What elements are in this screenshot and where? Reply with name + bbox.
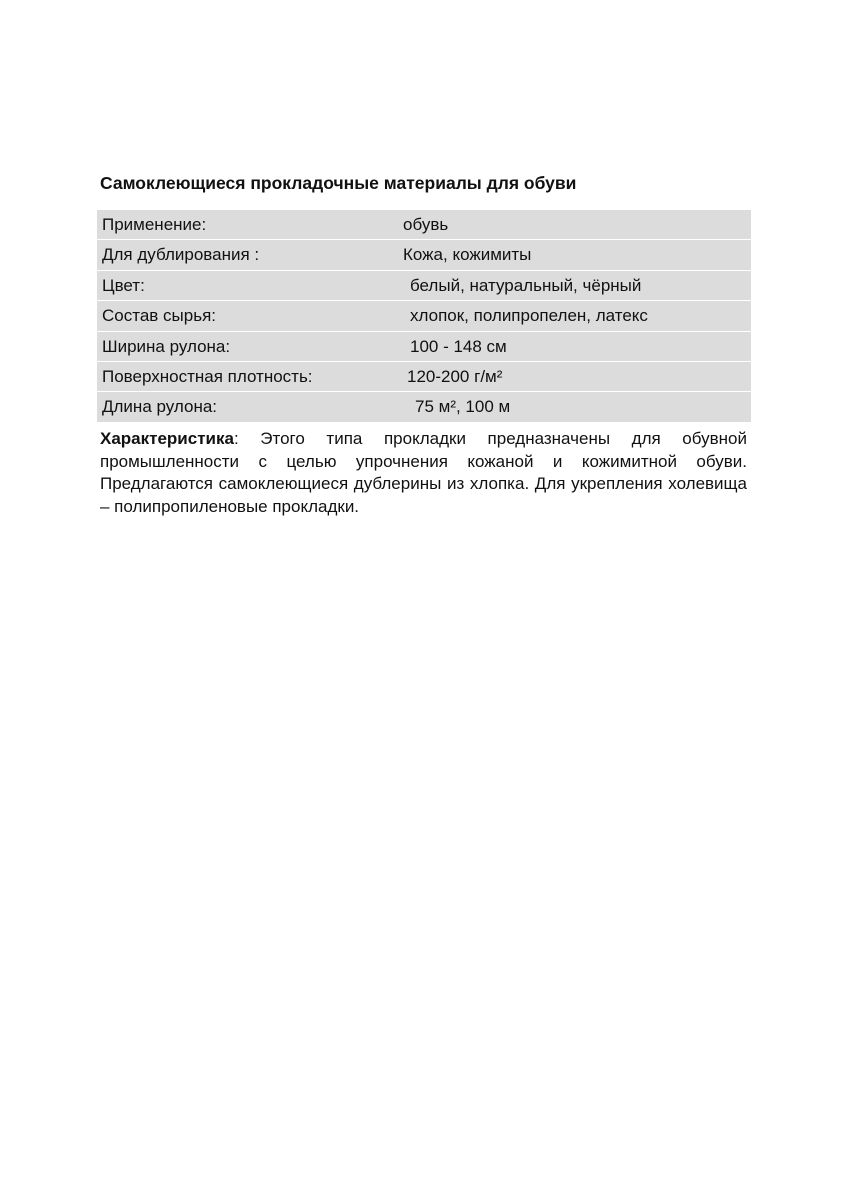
spec-label: Для дублирования :	[102, 245, 260, 265]
spec-label: Ширина рулона:	[102, 336, 231, 356]
document-title: Самоклеющиеся прокладочные материалы для обуви	[100, 173, 577, 193]
spec-row-composition	[97, 301, 751, 331]
spec-value: Кожа, кожимиты	[403, 245, 532, 265]
description-paragraph	[100, 428, 747, 518]
spec-label: Длина рулона:	[102, 397, 218, 417]
spec-table	[97, 210, 751, 423]
spec-value: белый, натуральный, чёрный	[410, 275, 642, 295]
spec-row-color	[97, 271, 751, 301]
spec-row-application	[97, 210, 751, 240]
spec-row-density	[97, 362, 751, 392]
spec-value: 75 м², 100 м	[415, 397, 511, 417]
spec-label: Применение:	[102, 215, 207, 234]
spec-value: 100 - 148 см	[410, 336, 507, 356]
description-term: Характеристика	[100, 429, 234, 448]
description-text: : Этого типа прокладки предназначены для обувной промышленности с целью упрочнения кожаной и кожимитной обуви. Предлагаются самоклеющиеся дублерины из хлопка. Для укрепления холевища – полипропиленовые прокладки.	[100, 429, 747, 516]
spec-label: Цвет:	[102, 275, 145, 295]
spec-row-roll-width	[97, 332, 751, 362]
spec-value: 120-200 г/м²	[407, 367, 503, 386]
spec-label: Поверхностная плотность:	[102, 367, 313, 386]
spec-value: обувь	[403, 215, 449, 234]
spec-label: Состав сырья:	[102, 306, 216, 326]
spec-value: хлопок, полипропелен, латекс	[410, 306, 648, 326]
spec-row-lamination	[97, 240, 751, 270]
spec-row-roll-length	[97, 392, 751, 422]
